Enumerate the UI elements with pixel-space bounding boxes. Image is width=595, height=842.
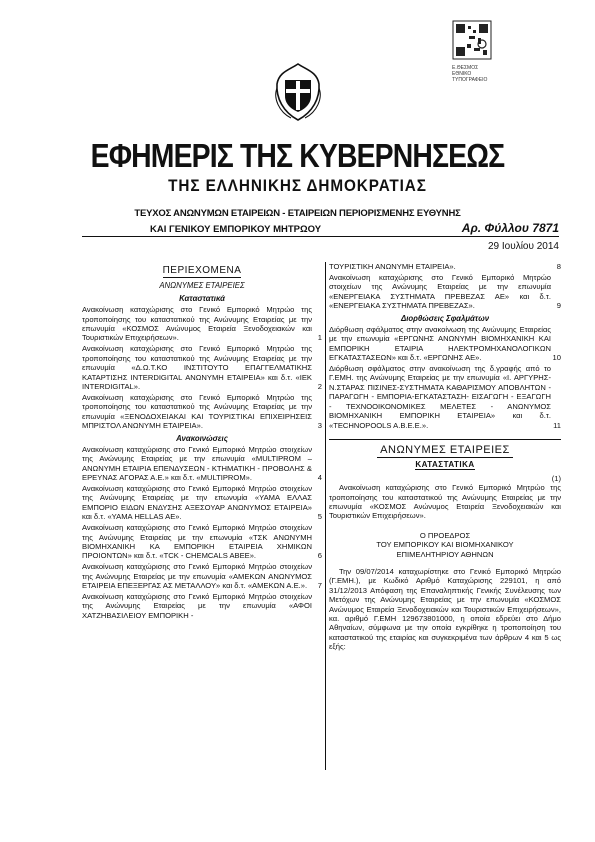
toc-entry-page: 6: [317, 551, 322, 561]
toc-entry-page: 1: [317, 333, 322, 343]
authority-line: Ο ΠΡΟΕΔΡΟΣ: [419, 530, 471, 540]
toc-entry[interactable]: [82, 305, 322, 343]
toc-entry[interactable]: [82, 592, 322, 620]
section-divider: [329, 439, 561, 440]
toc-entry-text: Ανακοίνωση καταχώρισης στο Γενικό Εμπορικό Μητρώο της τροποποίησης του καταστατικού της Ανώνυμης Εταιρείας με την επωνυμία «Δ.Ω.Τ.ΚΟ ΙΝΣΤΙΤΟΥΤΟ ΕΠΑΓΓΕΛΜΑΤΙΚΗΣ ΚΑΤΑΡΤΙΣΗΣ INTERDIGITAL ΑΝΩΝΥΜΗ ΕΤΑΙΡΕΙΑ» και δ.τ. «ΙΕΚ INTERDIGITAL».: [82, 344, 312, 391]
toc-entry[interactable]: [82, 562, 322, 590]
toc-entry[interactable]: [329, 364, 561, 430]
issue-date: 29 Ιουλίου 2014: [488, 241, 559, 252]
item-intro: Ανακοίνωση καταχώρισης στο Γενικό Εμπορικό Μητρώο της τροποποίησης του καταστατικού της Ανώνυμης Εταιρείας με την επωνυμία «ΚΟΣΜΟΣ Ανώνυμος Εταιρεία Ξενοδοχειακών και Τουριστικών Επιχειρήσεων».: [329, 483, 561, 521]
toc-entry-page: 7: [317, 581, 322, 591]
toc-entry-text: Ανακοίνωση καταχώρισης στο Γενικό Εμπορικό Μητρώο της τροποποίησης του καταστατικού της Ανώνυμης Εταιρείας με την επωνυμία «ΚΟΣΜΟΣ Ανώνυμος Εταιρεία Ξενοδοχειακών και Τουριστικών Επιχειρήσεων».: [82, 305, 312, 343]
qr-code: [452, 20, 492, 83]
toc-section-title: Καταστατικά: [179, 293, 225, 303]
right-column: [329, 262, 561, 652]
toc-entry[interactable]: [82, 523, 322, 561]
toc-entry-page: 3: [317, 421, 322, 431]
section-subtitle: [329, 460, 561, 469]
toc-entry[interactable]: [82, 393, 322, 431]
section-title-text: ΑΝΩΝΥΜΕΣ ΕΤΑΙΡΕΙΕΣ: [377, 444, 513, 458]
toc-entry[interactable]: [329, 273, 561, 311]
toc-entry-page: 4: [317, 473, 322, 483]
toc-entry-text: Ανακοίνωση καταχώρισης στο Γενικό Εμπορικό Μητρώο της τροποποίησης του καταστατικού της Ανώνυμης Εταιρείας με την επωνυμία «ΞΕΝΟΔΟΧΕΙΑΚΑΙ ΚΑΙ ΤΟΥΡΙΣΤΙΚΑΙ ΕΠΙΧΕΙΡΗΣΕΙΣ ΜΠΡΙΣΤΟΛ ΑΝΩΝΥΜΗ ΕΤΑΙΡΕΙΑ».: [82, 392, 312, 431]
issue-type-line1: ΤΕΥΧΟΣ ΑΝΩΝΥΜΩΝ ΕΤΑΙΡΕΙΩΝ - ΕΤΑΙΡΕΙΩΝ ΠΕΡΙΟΡΙΣΜΕΝΗΣ ΕΥΘΥΝΗΣ: [134, 208, 461, 219]
toc-entry-text: Ανακοίνωση καταχώρισης στο Γενικό Εμπορικό Μητρώο στοιχείων της Ανώνυμης Εταιρείας με την επωνυμία «ΕΝΕΡΓΕΙΑΚΑ ΣΥΣΤΗΜΑΤΑ ΠΡΕΒΕΖΑΣ ΑΕ» και δ.τ. «ΕΝΕΡΓΕΙΑΚΑ ΣΥΣΤΗΜΑΤΑ ΠΡΕΒΕΖΑΣ».: [329, 272, 551, 311]
toc-title: [82, 266, 322, 275]
header-rule: [82, 236, 559, 237]
authority-line: ΕΠΙΜΕΛΗΤΗΡΙΟΥ ΑΘΗΝΩΝ: [396, 549, 494, 559]
item-number: (1): [551, 473, 561, 483]
gazette-subtitle: ΤΗΣ ΕΛΛΗΝΙΚΗΣ ΔΗΜΟΚΡΑΤΙΑΣ: [168, 176, 427, 195]
corrections-title: Διορθώσεις Σφαλμάτων: [400, 313, 490, 323]
toc-entry-page: 11: [553, 420, 561, 430]
body-paragraph: Την 09/07/2014 καταχωρίστηκε στο Γενικό Εμπορικό Μητρώο (Γ.ΕΜΗ.), με Κωδικό Αριθμό Καταχώρισης 229101, η από 31/12/2013 Απόφαση της Επαναληπτικής Γενικής Συνέλευσης των Μετόχων της Ανώνυμης Εταιρείας με την επωνυμία «ΚΟΣΜΟΣ Ανώνυμος Εταιρεία Ξενοδοχειακών και Τουριστικών Επιχειρήσεων», κα. αριθμό Γ.ΕΜΗ 129673801000, η οποία εδρεύει στο Δήμο Αθηναίων, σύμφωνα με την οποία εγκρίθηκε η τροποποίηση του καταστατικού της εταιρίας και συγκεκριμένα των άρθρων 4 και 5 ως εξής:: [329, 566, 561, 652]
toc-entry[interactable]: [329, 262, 561, 271]
qr-caption: Ε.ΘΕΣΜΟΣ ΕΘΝΙΚΟ ΤΥΠΟΓΡΑΦΕΙΟ: [452, 65, 488, 83]
toc-entry-page: 2: [317, 381, 322, 391]
toc-entry[interactable]: [329, 325, 561, 363]
issue-type-line2: ΚΑΙ ΓΕΝΙΚΟΥ ΕΜΠΟΡΙΚΟΥ ΜΗΤΡΩΟΥ: [150, 224, 322, 235]
authority-line: ΤΟΥ ΕΜΠΟΡΙΚΟΥ ΚΑΙ ΒΙΟΜΗΧΑΝΙΚΟΥ: [376, 540, 514, 550]
section-title: [329, 443, 561, 456]
toc-entry-text: Ανακοίνωση καταχώρισης στο Γενικό Εμπορικό Μητρώο στοιχείων της Ανώνυμης Εταιρείας με την επωνυμία «ΥΑΜΑ ΕΛΛΑΣ ΕΜΠΟΡΙΟ ΕΙΔΩΝ ΕΝΔΥΣΗΣ ΑΞΕΣΟΥΑΡ ΑΝΩΝΥΜΟΣ ΕΤΑΙΡΕΙΑ» και δ.τ. «ΥΑΜΑ HELLAS AE».: [82, 484, 312, 522]
toc-section-title: Ανακοινώσεις: [176, 433, 228, 443]
toc-entry-page: 5: [317, 512, 322, 522]
sheet-number: Αρ. Φύλλου 7871: [461, 221, 559, 235]
toc-entry-page: 9: [556, 301, 561, 311]
authority-block: [329, 531, 561, 559]
toc-entry-text: Ανακοίνωση καταχώρισης στο Γενικό Εμπορικό Μητρώο στοιχείων της Ανώνυμης Εταιρείας με την επωνυμία «MULTIPROM – ΑΝΩΝΥΜΗ ΕΤΑΙΡΙΑ ΕΠΕΝΔΥΣΕΩΝ - ΚΤΗΜΑΤΙΚΗ - ΠΡΟΒΟΛΗΣ & ΕΡΕΥΝΑΣ ΑΓΟΡΑΣ Α.Ε.» και δ.τ. «MULTIPROM».: [82, 444, 312, 483]
toc-group-title: ΑΝΩΝΥΜΕΣ ΕΤΑΙΡΕΙΕΣ: [159, 281, 245, 291]
toc-entry-text: Διόρθωση σφάλματος στην ανακοίνωση της δ.γραφής από το Γ.ΕΜΗ. της Ανώνυμης Εταιρείας με την επωνυμία «Ι. ΑΡΓΥΡΗΣ-Ν.ΣΤΑΡΑΣ ΠΙΣΙΝΕΣ-ΣΥΣΤΗΜΑΤΑ ΚΑΘΑΡΙΣΜΟΥ ΑΠΟΒΛΗΤΩΝ - ΠΑΡΑΓΩΓΗ - ΕΜΠΟΡΙΑ-ΕΓΚΑΤΑΣΤΑΣΗ- ΕΙΣΑΓΩΓΗ - ΕΞΑΓΩΓΗ - ΤΕΧΝΟΟΙΚΟΝΟΜΙΚΕΣ ΜΕΛΕΤΕΣ - ΑΝΩΝΥΜΟΣ ΒΙΟΜΗΧΑΝΙΚΗ ΕΜΠΟΡΙΚΗ ΕΤΑΙΡΕΙΑ» και δ.τ. «TECHNOPOOLS A.B.E.E.».: [329, 364, 551, 430]
toc-entry-page: 8: [556, 262, 561, 271]
toc-entry[interactable]: [82, 484, 322, 522]
gazette-title: ΕΦΗΜΕΡΙΣ ΤΗΣ ΚΥΒΕΡΝΗΣΕΩΣ: [90, 137, 505, 174]
coat-of-arms-icon: [271, 62, 325, 124]
toc-entry-text: Διόρθωση σφάλματος στην ανακοίνωση της Ανώνυμης Εταιρείας με την επωνυμία «ΕΡΓΩΝΗΣ ΑΝΩΝΥΜΗ ΒΙΟΜΗΧΑΝΙΚΗ ΚΑΙ ΕΜΠΟΡΙΚΗ ΕΤΑΙΡΙΑ ΗΛΕΚΤΡΟΜΗΧΑΝΟΛΟΓΙΚΩΝ ΕΓΚΑΤΑΣΤΑΣΕΩΝ» και δ.τ. «ΕΡΓΩΝΗΣ ΑΕ».: [329, 324, 551, 363]
toc-title-text: ΠΕΡΙΕΧΟΜΕΝΑ: [162, 265, 242, 276]
toc-entry-text: Ανακοίνωση καταχώρισης στο Γενικό Εμπορικό Μητρώο στοιχείων της Ανώνυμης Εταιρείας με την επωνυμία «ΤΣΚ ΑΝΩΝΥΜΗ ΒΙΟΜΗΧΑΝΙΚΗ ΚΑ ΕΜΠΟΡΙΚΗ ΕΤΑΙΡΕΙΑ ΧΗΜΙΚΩΝ ΠΡΟΙΟΝΤΩΝ» και δ.τ. «ΤCK - CHEMCALS ABEE».: [82, 523, 312, 561]
toc-entry[interactable]: [82, 344, 322, 391]
toc-entry-text: ΤΟΥΡΙΣΤΙΚΗ ΑΝΩΝΥΜΗ ΕΤΑΙΡΕΙΑ».: [329, 262, 456, 271]
toc-entry-text: Ανακοίνωση καταχώρισης στο Γενικό Εμπορικό Μητρώο στοιχείων της Ανώνυμης Εταιρείας με την επωνυμία «ΑΦΟΙ ΧΑΤΖΗΒΑΣΙΛΕΙΟΥ ΕΜΠΟΡΙΚΗ -: [82, 592, 312, 620]
toc-entry-page: 10: [552, 353, 561, 363]
toc-entry-text: Ανακοίνωση καταχώρισης στο Γενικό Εμπορικό Μητρώο στοιχείων της Ανώνυμης Εταιρείας με την επωνυμία «ΑΜΕΚΩΝ ΑΝΩΝΥΜΟΣ ΕΤΑΙΡΕΙΑ ΕΠΕΞΕΡΓΑΣ ΑΣ ΜΕΤΑΛΛΟΥ» και δ.τ. «ΑΜΕΚΩΝ Α.Ε.».: [82, 562, 312, 591]
section-subtitle-text: ΚΑΤΑΣΤΑΤΙΚΑ: [415, 460, 475, 470]
toc-left-column: [82, 262, 322, 622]
toc-entry[interactable]: [82, 445, 322, 483]
column-divider: [325, 262, 326, 770]
qr-code-icon: [452, 20, 492, 60]
